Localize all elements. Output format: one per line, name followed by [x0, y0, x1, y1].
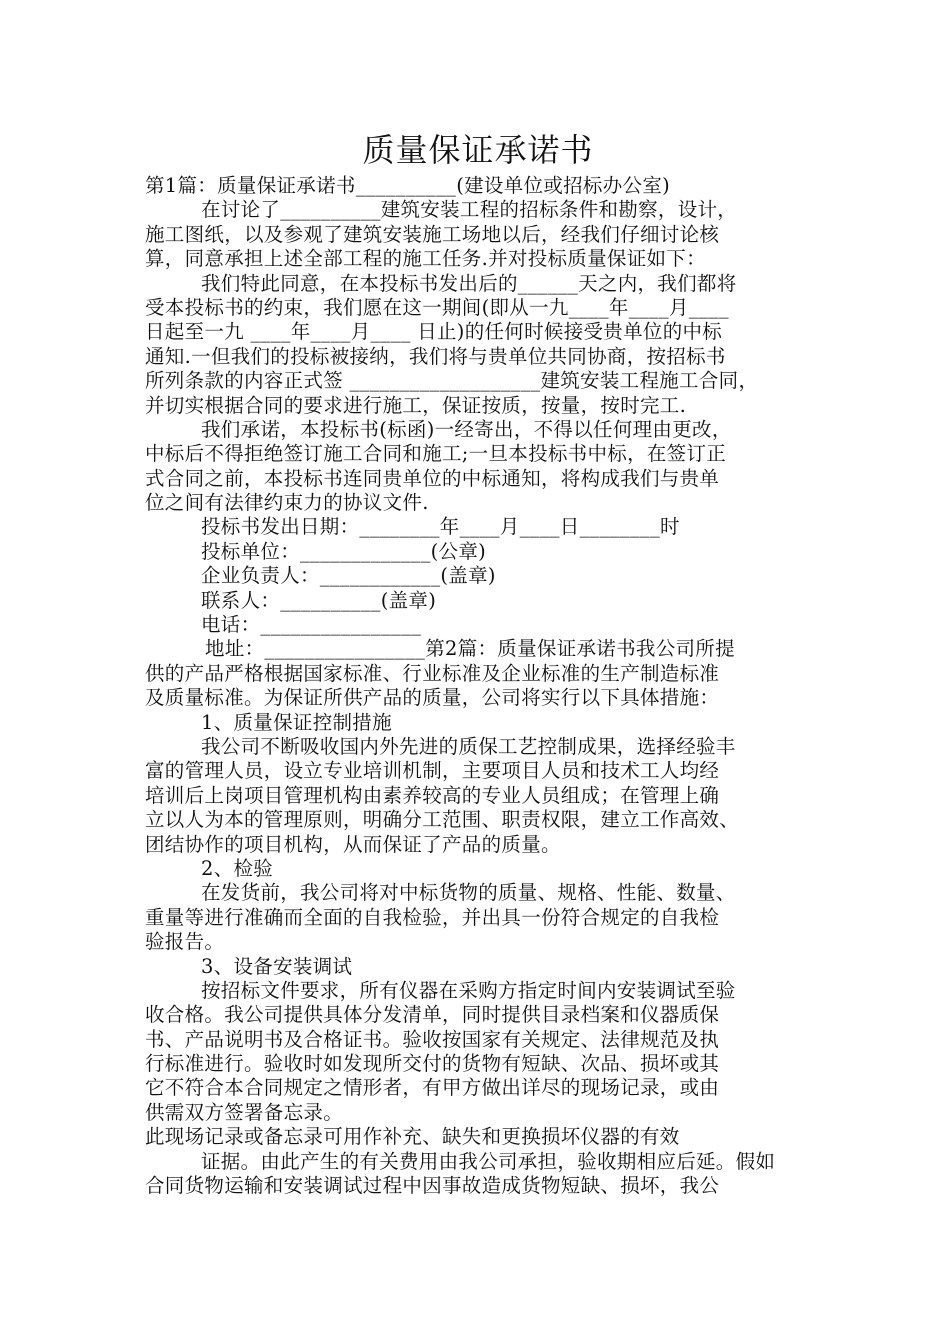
section-heading: 1、质量保证控制措施	[201, 710, 392, 734]
text-line: 中标后不得拒绝签订施工合同和施工;一旦本投标书中标，在签订正	[145, 442, 727, 466]
text-line: 行标准进行。验收时如发现所交付的货物有短缺、次品、损坏或其	[145, 1052, 720, 1076]
text-line: 合同货物运输和安装调试过程中因事故造成货物短缺、损坏，我公	[145, 1174, 720, 1198]
text-line: 施工图纸，以及参观了建筑安装施工场地以后，经我们仔细讨论核	[145, 222, 720, 246]
text-line: 此现场记录或备忘录可用作补充、缺失和更换损坏仪器的有效	[145, 1125, 680, 1149]
contact-line: 联系人：__________(盖章)	[201, 588, 437, 612]
text-line: 验报告。	[145, 930, 225, 954]
company-head-line: 企业负责人：____________(盖章)	[201, 564, 496, 588]
bid-date-line: 投标书发出日期：________年____月____日________时	[201, 515, 680, 539]
text-line: 书、产品说明书及合格证书。验收按国家有关规定、法律规范及执	[145, 1027, 720, 1051]
bid-company-line: 投标单位：_____________(公章)	[201, 539, 487, 563]
page-title: 质量保证承诺书	[362, 131, 594, 169]
text-line: 供需双方签署备忘录。	[145, 1100, 344, 1124]
text-line: 算，同意承担上述全部工程的施工任务.并对投标质量保证如下：	[145, 247, 706, 271]
text-line: 富的管理人员，设立专业培训机制，主要项目人员和技术工人均经	[145, 759, 720, 783]
text-line: 我们特此同意，在本投标书发出后的______天之内，我们都将	[201, 271, 737, 295]
text-line: 第1篇：质量保证承诺书__________(建设单位或招标办公室)	[145, 174, 671, 197]
phone-line: 电话：________________	[201, 613, 422, 637]
text-line: 我公司不断吸收国内外先进的质保工艺控制成果，选择经验丰	[201, 734, 736, 758]
section-heading: 3、设备安装调试	[201, 954, 353, 978]
text-line: 我们承诺，本投标书(标函)一经寄出，不得以任何理由更改，	[201, 417, 732, 441]
text-line: 团结协作的项目机构，从而保证了产品的质量。	[145, 832, 561, 856]
text-line: 培训后上岗项目管理机构由素养较高的专业人员组成；在管理上确	[145, 783, 720, 807]
text-line: 所列条款的内容正式签 ___________________建筑安装工程施工合同，	[145, 369, 759, 393]
text-line: 证据。由此产生的有关费用由我公司承担，验收期相应后延。假如	[201, 1149, 776, 1173]
text-line: 收合格。我公司提供具体分发清单，同时提供目录档案和仪器质保	[145, 1003, 720, 1027]
text-line: 供的产品严格根据国家标准、行业标准及企业标准的生产制造标准	[145, 661, 720, 685]
text-line: 在发货前，我公司将对中标货物的质量、规格、性能、数量、	[201, 881, 736, 905]
text-line: 日起至一九 ____年____月____ 日止)的任何时候接受贵单位的中标	[145, 320, 723, 344]
text-line: 并切实根据合同的要求进行施工，保证按质，按量，按时完工.	[145, 393, 687, 417]
text-line: 在讨论了__________建筑安装工程的招标条件和勘察，设计，	[201, 198, 738, 222]
text-line: 立以人为本的管理原则，明确分工范围、职责权限，建立工作高效、	[145, 808, 740, 832]
text-line: 它不符合本合同规定之情形者，有甲方做出详尽的现场记录，或由	[145, 1076, 720, 1100]
text-line: 及质量标准。为保证所供产品的质量，公司将实行以下具体措施：	[145, 686, 720, 710]
text-line: 通知.一但我们的投标被接纳，我们将与贵单位共同协商，按招标书	[145, 344, 726, 368]
text-line: 式合同之前，本投标书连同贵单位的中标通知，将构成我们与贵单	[145, 466, 720, 490]
document-page	[145, 128, 811, 1223]
text-line: 受本投标书的约束，我们愿在这一期间(即从一九____年____月____	[145, 295, 729, 319]
text-line: 重量等进行准确而全面的自我检验，并出具一份符合规定的自我检	[145, 905, 720, 929]
address-line: 地址：________________第2篇：质量保证承诺书我公司所提	[205, 637, 735, 661]
text-line: 按招标文件要求，所有仪器在采购方指定时间内安装调试至验	[201, 978, 736, 1002]
text-line	[145, 1198, 811, 1222]
section-heading: 2、检验	[201, 856, 274, 880]
text-line: 位之间有法律约束力的协议文件.	[145, 491, 429, 515]
